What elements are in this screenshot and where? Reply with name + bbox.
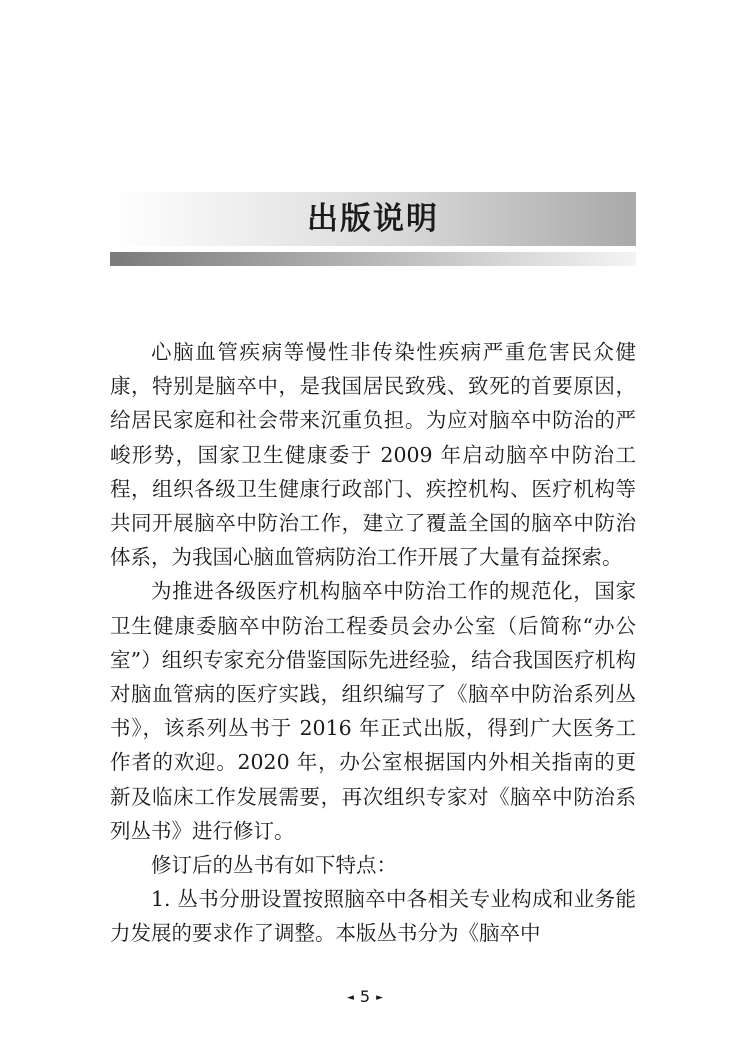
page-footer [0,987,730,1006]
title-band [110,192,636,246]
title-underline-bar [110,252,636,266]
right-arrow-icon: ► [376,993,384,1003]
paragraph-1: 心脑血管疾病等慢性非传染性疾病严重危害民众健康，特别是脑卒中，是我国居民致残、致死的首要原因，给居民家庭和社会带来沉重负担。为应对脑卒中防治的严峻形势，国家卫生健康委于 2009 年启动脑卒中防治工程，组织各级卫生健康行政部门、疾控机构、医疗机构等共同开展脑卒中防治工作，建立了覆盖全国的脑卒中防治体系，为我国心脑血管病防治工作开展了大量有益探索。 [110,340,636,570]
paragraph-3: 修订后的丛书有如下特点： [151,853,397,878]
page-title: 出版说明 [307,201,439,237]
paragraph-2: 为推进各级医疗机构脑卒中防治工作的规范化，国家卫生健康委脑卒中防治工程委员会办公室（后简称“办公室”）组织专家充分借鉴国际先进经验，结合我国医疗机构对脑血管病的医疗实践，组织编写了《脑卒中防治系列丛书》，该系列丛书于 2016 年正式出版，得到广大医务工作者的欢迎。2020 年，办公室根据国内外相关指南的更新及临床工作发展需要，再次组织专家对《脑卒中防治系列丛书》进行修订。 [110,579,636,843]
page-number: 5 [359,987,371,1006]
body-text [110,335,636,951]
left-arrow-icon: ◄ [346,993,354,1003]
paragraph-4: 1. 丛书分册设置按照脑卒中各相关专业构成和业务能力发展的要求作了调整。本版丛书分为《脑卒中 [110,887,636,946]
